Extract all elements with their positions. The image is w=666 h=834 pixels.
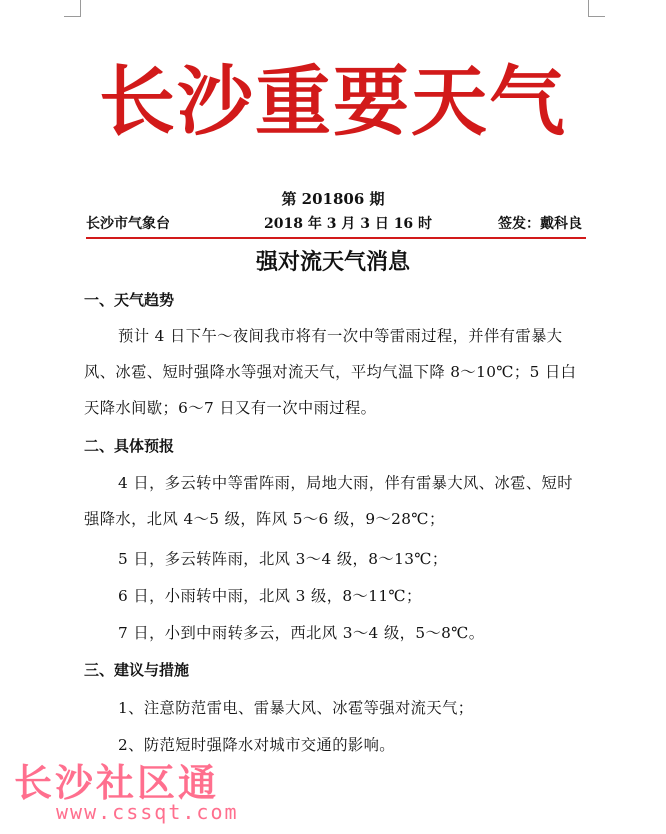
document-heading: 强对流天气消息 <box>255 249 410 275</box>
section-trend-body: 预计 4 日下午～夜间我市将有一次中等雷雨过程，并伴有雷暴大风、冰雹、短时强降水等强对流天气，平均气温下降 8～10℃；5 日白天降水间歇；6～7 日又有一次中雨过程。 <box>84 327 577 417</box>
advice-item-1: 1、注意防范雷电、雷暴大风、冰雹等强对流天气； <box>118 699 474 717</box>
masthead-title: 长沙重要天气 <box>99 57 567 146</box>
watermark-logo-text: 长沙社区通 <box>14 761 220 805</box>
red-divider-rule <box>86 237 586 239</box>
forecast-day6: 6 日，小雨转中雨，北风 3 级，8～11℃； <box>118 587 422 605</box>
signer: 签发：戴科良 <box>498 216 582 232</box>
forecast-day4: 4 日，多云转中等雷阵雨，局地大雨，伴有雷暴大风、冰雹、短时强降水，北风 4～5 级，阵风 5～6 级，9～28℃； <box>84 474 573 528</box>
section-advice-title: 三、建议与措施 <box>84 661 190 679</box>
page-corner-mark-left <box>64 0 81 17</box>
forecast-day5: 5 日，多云转阵雨，北风 3～4 级，8～13℃； <box>118 550 448 568</box>
page-corner-mark-right <box>588 0 605 17</box>
watermark-url: www.cssqt.com <box>56 800 239 824</box>
forecast-day7: 7 日，小到中雨转多云，西北风 3～4 级，5～8℃。 <box>118 624 485 642</box>
issue-date: 2018 年 3 月 3 日 16 时 <box>264 216 433 232</box>
section-trend-title: 一、天气趋势 <box>84 291 175 309</box>
advice-item-2: 2、防范短时强降水对城市交通的影响。 <box>118 736 395 754</box>
issue-number: 第 201806 期 <box>281 190 385 208</box>
section-forecast-title: 二、具体预报 <box>84 437 175 455</box>
issuing-org: 长沙市气象台 <box>86 216 170 232</box>
document-meta <box>86 213 586 235</box>
